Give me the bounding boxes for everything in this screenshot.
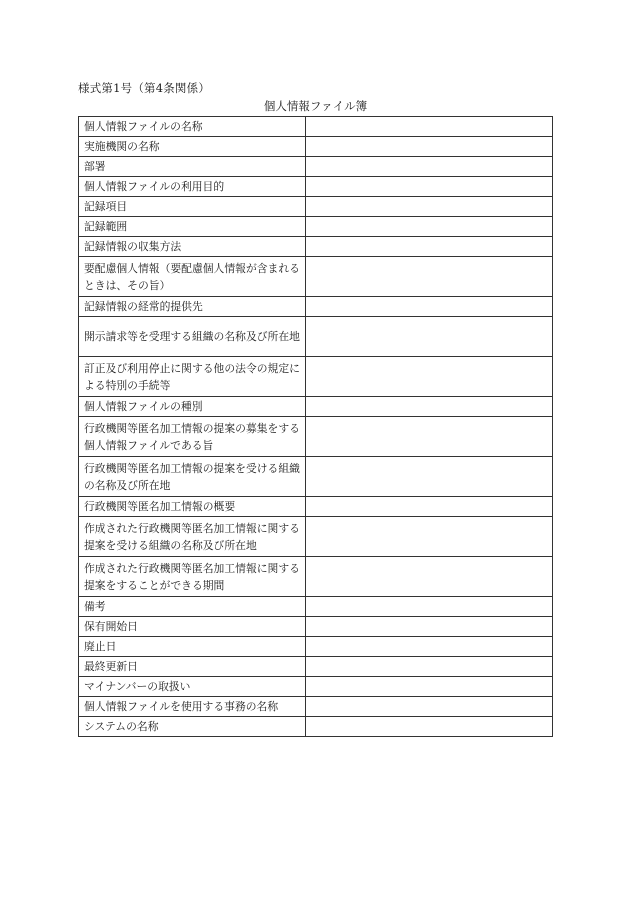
row-label: 行政機関等匿名加工情報の提案を受ける組織の名称及び所在地 (79, 457, 306, 497)
row-label: 行政機関等匿名加工情報の概要 (79, 497, 306, 517)
table-row (79, 397, 553, 417)
table-row (79, 197, 553, 217)
table-row (79, 117, 553, 137)
row-label: 廃止日 (79, 637, 306, 657)
row-value-cell[interactable] (306, 357, 553, 397)
row-value-cell[interactable] (306, 617, 553, 637)
row-label: 備考 (79, 597, 306, 617)
table-row (79, 417, 553, 457)
row-value-cell[interactable] (306, 497, 553, 517)
table-row (79, 317, 553, 357)
table-row (79, 217, 553, 237)
row-value-cell[interactable] (306, 657, 553, 677)
row-value-cell[interactable] (306, 237, 553, 257)
row-value-cell[interactable] (306, 417, 553, 457)
row-label: 記録項目 (79, 197, 306, 217)
row-value-cell[interactable] (306, 217, 553, 237)
table-row (79, 617, 553, 637)
table-row (79, 717, 553, 737)
row-value-cell[interactable] (306, 317, 553, 357)
row-value-cell[interactable] (306, 677, 553, 697)
row-label: 記録範囲 (79, 217, 306, 237)
document-title: 個人情報ファイル簿 (263, 99, 368, 113)
row-value-cell[interactable] (306, 177, 553, 197)
table-row (79, 517, 553, 557)
table-row (79, 457, 553, 497)
row-label: 記録情報の経常的提供先 (79, 297, 306, 317)
table-row (79, 677, 553, 697)
table-row (79, 157, 553, 177)
table-row (79, 657, 553, 677)
row-label: 個人情報ファイルの利用目的 (79, 177, 306, 197)
row-label: 記録情報の収集方法 (79, 237, 306, 257)
row-value-cell[interactable] (306, 257, 553, 297)
row-label: 個人情報ファイルの種別 (79, 397, 306, 417)
table-row (79, 557, 553, 597)
row-label: 個人情報ファイルを使用する事務の名称 (79, 697, 306, 717)
row-value-cell[interactable] (306, 457, 553, 497)
row-label: 要配慮個人情報（要配慮個人情報が含まれるときは、その旨） (79, 257, 306, 297)
row-value-cell[interactable] (306, 197, 553, 217)
row-label: 保有開始日 (79, 617, 306, 637)
table-row (79, 297, 553, 317)
row-value-cell[interactable] (306, 297, 553, 317)
row-value-cell[interactable] (306, 517, 553, 557)
table-row (79, 597, 553, 617)
row-value-cell[interactable] (306, 697, 553, 717)
row-value-cell[interactable] (306, 137, 553, 157)
row-label: 開示請求等を受理する組織の名称及び所在地 (79, 317, 306, 357)
row-label: 実施機関の名称 (79, 137, 306, 157)
table-row (79, 257, 553, 297)
row-label: 最終更新日 (79, 657, 306, 677)
table-row (79, 177, 553, 197)
row-value-cell[interactable] (306, 717, 553, 737)
personal-info-file-register-table (78, 116, 553, 737)
table-row (79, 137, 553, 157)
row-value-cell[interactable] (306, 117, 553, 137)
row-label: 個人情報ファイルの名称 (79, 117, 306, 137)
row-label: マイナンバーの取扱い (79, 677, 306, 697)
row-label: 作成された行政機関等匿名加工情報に関する提案をすることができる期間 (79, 557, 306, 597)
table-row (79, 357, 553, 397)
form-number: 様式第1号（第4条関係） (78, 81, 211, 95)
row-label: 部署 (79, 157, 306, 177)
row-value-cell[interactable] (306, 597, 553, 617)
table-row (79, 637, 553, 657)
row-value-cell[interactable] (306, 637, 553, 657)
table-row (79, 497, 553, 517)
table-row (79, 237, 553, 257)
row-value-cell[interactable] (306, 557, 553, 597)
row-value-cell[interactable] (306, 397, 553, 417)
row-label: 行政機関等匿名加工情報の提案の募集をする個人情報ファイルである旨 (79, 417, 306, 457)
row-label: システムの名称 (79, 717, 306, 737)
row-value-cell[interactable] (306, 157, 553, 177)
table-row (79, 697, 553, 717)
row-label: 作成された行政機関等匿名加工情報に関する提案を受ける組織の名称及び所在地 (79, 517, 306, 557)
row-label: 訂正及び利用停止に関する他の法令の規定による特別の手続等 (79, 357, 306, 397)
